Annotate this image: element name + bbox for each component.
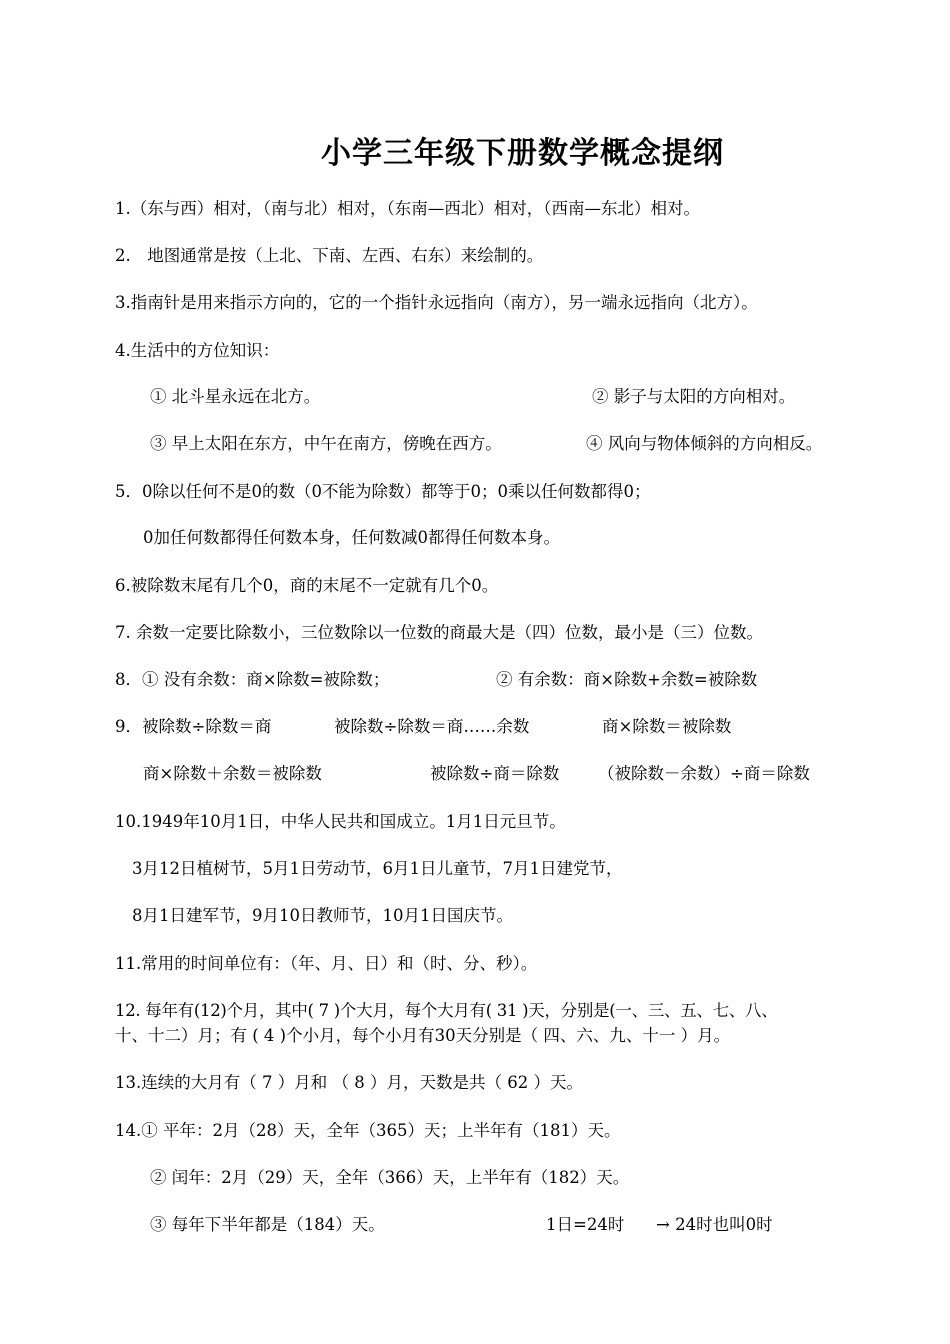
item-5: 5．0除以任何不是0的数（0不能为除数）都等于0；0乘以任何数都得0；: [115, 482, 651, 501]
item-5-continued: 0加任何数都得任何数本身，任何数减0都得任何数本身。: [143, 528, 560, 547]
item-1: 1.（东与西）相对，（南与北）相对，（东南—西北）相对，（西南—东北）相对。: [115, 199, 700, 218]
item-12-line-2: 十、十二）月；有 ( 4 )个小月，每个小月有30天分别是（ 四、六、九、十一 ）月。: [115, 1026, 731, 1045]
item-6: 6.被除数末尾有几个0，商的末尾不一定就有几个0。: [115, 576, 499, 595]
item-14-common-year: 14.① 平年：2月（28）天，全年（365）天；上半年有（181）天。: [115, 1121, 621, 1140]
item-14-second-half: ③ 每年下半年都是（184）天。: [150, 1215, 385, 1234]
item-8-with-remainder: ② 有余数：商×除数+余数=被除数: [496, 670, 758, 689]
item-9-formula-6: （被除数－余数）÷商＝除数: [598, 764, 810, 783]
item-9-formula-1: 9．被除数÷除数＝商: [115, 717, 272, 736]
item-10-holidays-1: 3月12日植树节，5月1日劳动节，6月1日儿童节，7月1日建党节，: [132, 859, 623, 878]
item-10: 10.1949年10月1日，中华人民共和国成立。1月1日元旦节。: [115, 812, 566, 831]
item-14-day-hours: 1日=24时: [546, 1215, 625, 1234]
item-9-formula-3: 商×除数＝被除数: [602, 717, 732, 736]
item-9-formula-5: 被除数÷商＝除数: [430, 764, 560, 783]
page-title: 小学三年级下册数学概念提纲: [321, 136, 724, 171]
item-14-leap-year: ② 闰年：2月（29）天，全年（366）天，上半年有（182）天。: [150, 1168, 630, 1187]
item-3: 3.指南针是用来指示方向的，它的一个指针永远指向（南方），另一端永远指向（北方）。: [115, 293, 758, 312]
item-11: 11.常用的时间单位有：（年、月、日）和（时、分、秒）。: [115, 954, 538, 973]
item-4-point-2: ② 影子与太阳的方向相对。: [592, 387, 796, 406]
item-14-midnight: → 24时也叫0时: [656, 1215, 773, 1234]
item-9-formula-4: 商×除数＋余数＝被除数: [143, 764, 322, 783]
item-12-line-1: 12. 每年有(12)个月，其中( 7 )个大月，每个大月有( 31 )天，分别是(一、三、五、七、八、: [115, 1001, 778, 1020]
item-4-point-1: ① 北斗星永远在北方。: [150, 387, 321, 406]
item-2: 2. 地图通常是按（上北、下南、左西、右东）来绘制的。: [115, 246, 544, 265]
item-13: 13.连续的大月有（ 7 ）月和 （ 8 ）月，天数是共（ 62 ）天。: [115, 1073, 583, 1092]
item-9-formula-2: 被除数÷除数＝商……余数: [334, 717, 530, 736]
item-8-no-remainder: 8．① 没有余数：商×除数=被除数；: [115, 670, 390, 689]
item-4-point-4: ④ 风向与物体倾斜的方向相反。: [586, 434, 823, 453]
item-4-point-3: ③ 早上太阳在东方，中午在南方，傍晚在西方。: [150, 434, 502, 453]
item-10-holidays-2: 8月1日建军节，9月10日教师节，10月1日国庆节。: [132, 906, 513, 925]
item-7: 7. 余数一定要比除数小，三位数除以一位数的商最大是（四）位数，最小是（三）位数。: [115, 623, 763, 642]
item-4: 4.生活中的方位知识：: [115, 341, 280, 360]
